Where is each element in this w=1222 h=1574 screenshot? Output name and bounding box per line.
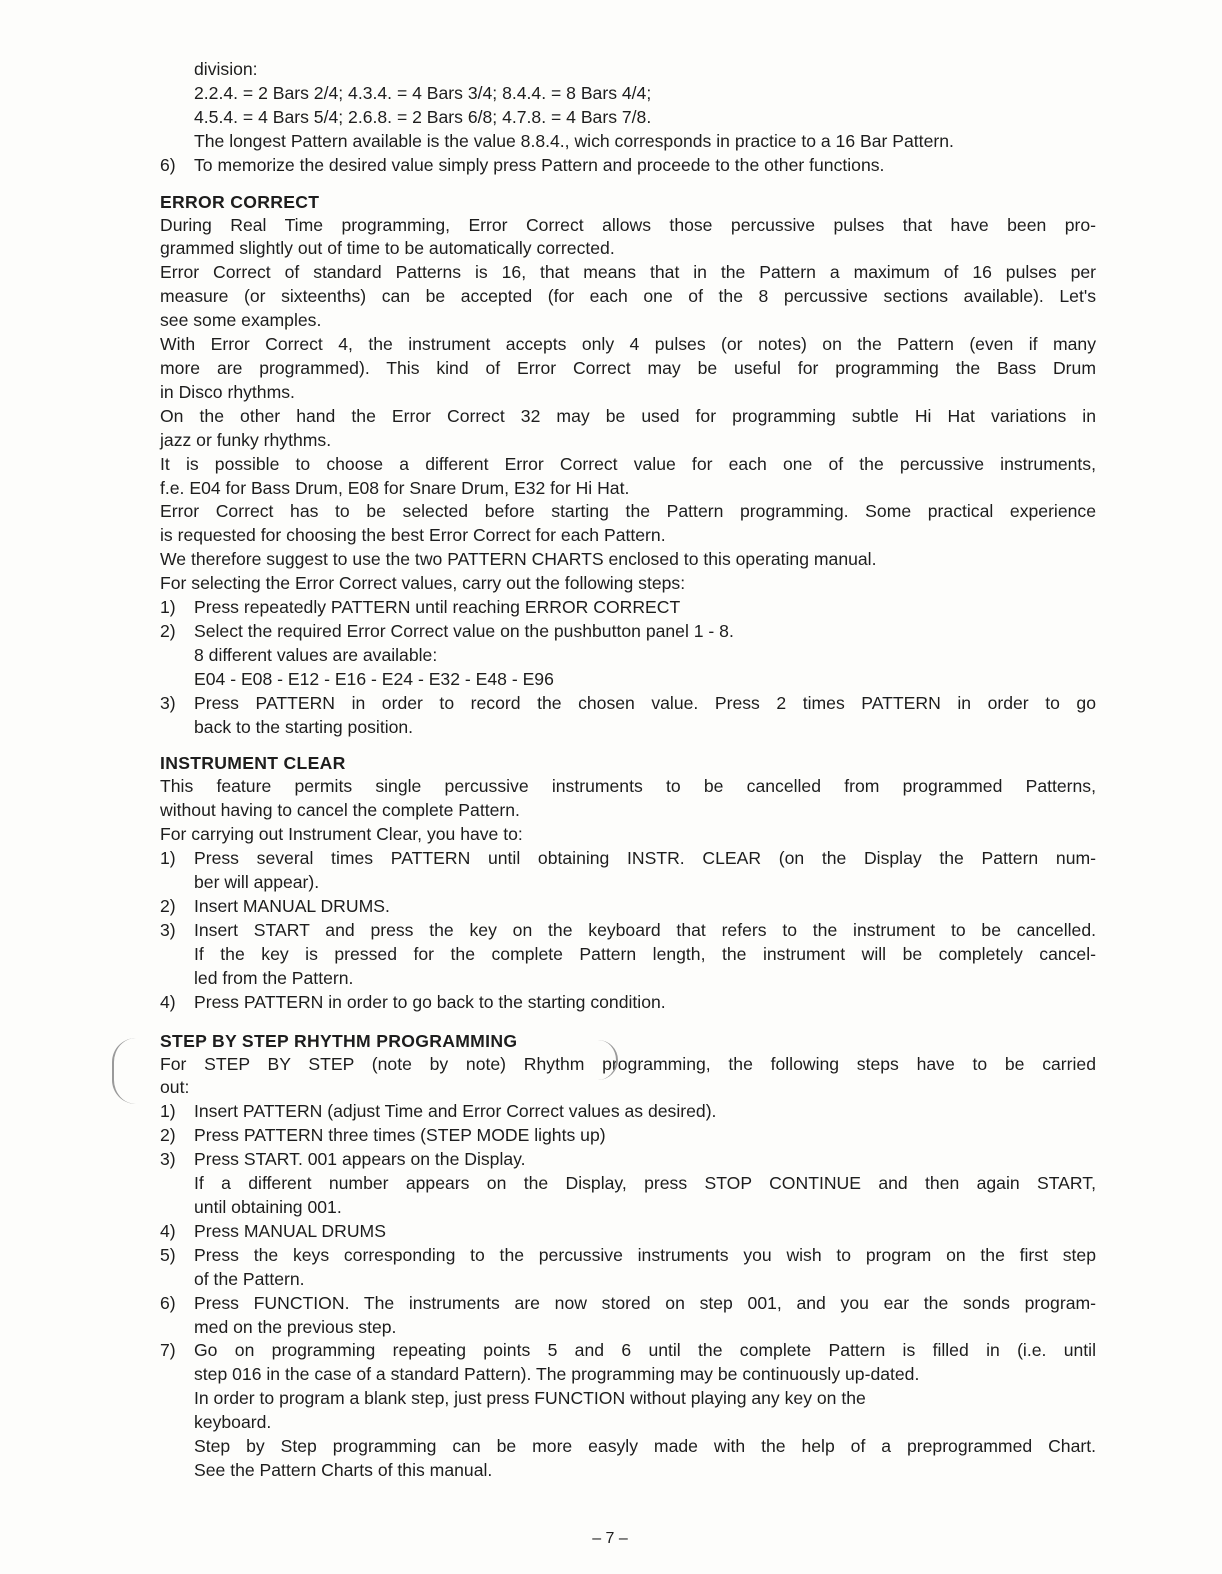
- text-line: led from the Pattern.: [194, 967, 354, 988]
- list-item: [160, 1220, 1096, 1244]
- list-number: 3): [160, 692, 176, 713]
- text-line: The longest Pattern available is the value 8.8.4., wich corresponds in practice to a 16 Bar Pattern.: [194, 130, 954, 151]
- text-line: It is possible to choose a different Error Correct value for each one of the percussive instruments,: [160, 453, 1096, 474]
- text-line: Error Correct has to be selected before starting the Pattern programming. Some practical experience: [160, 501, 1096, 522]
- pencil-bracket-left: [112, 1038, 136, 1104]
- list-text: Press repeatedly PATTERN until reaching ERROR CORRECT: [194, 597, 681, 618]
- list-item: [160, 620, 1096, 644]
- top-section: [160, 58, 1096, 178]
- list-number: 7): [160, 1340, 176, 1361]
- page-number: – 7 –: [592, 1530, 628, 1547]
- list-item: [160, 154, 1096, 178]
- list-text: Insert MANUAL DRUMS.: [194, 896, 390, 916]
- text-line: If the key is pressed for the complete Pattern length, the instrument will be completely cancel-: [194, 943, 1096, 964]
- text-line: step 016 in the case of a standard Pattern). The programming may be continuously up-dated.: [194, 1364, 920, 1385]
- list-number: 4): [160, 1220, 176, 1241]
- text-line: ber will appear).: [194, 872, 320, 893]
- list-item: [160, 1339, 1096, 1363]
- list-text: Press the keys corresponding to the percussive instruments you wish to program on the first step: [194, 1244, 1096, 1265]
- list-item: [160, 847, 1096, 871]
- list-number: 1): [160, 1101, 176, 1122]
- section-step-by-step: [160, 1029, 1096, 1483]
- list-number: 2): [160, 620, 176, 641]
- text-line: out:: [160, 1077, 190, 1098]
- list-text: Press FUNCTION. The instruments are now stored on step 001, and you ear the sonds program-: [194, 1292, 1096, 1313]
- text-line: see some examples.: [160, 310, 322, 331]
- list-item: [160, 1124, 1096, 1148]
- list-number: 6): [160, 1292, 176, 1313]
- text-line: For STEP BY STEP (note by note) Rhythm programming, the following steps have to be carried: [160, 1053, 1096, 1074]
- list-text: Press MANUAL DRUMS: [194, 1220, 386, 1241]
- text-line: keyboard.: [194, 1412, 272, 1433]
- text-line: If a different number appears on the Display, press STOP CONTINUE and then again START,: [194, 1173, 1096, 1194]
- list-text: Press PATTERN three times (STEP MODE lights up): [194, 1125, 606, 1146]
- list-item: [160, 1292, 1096, 1316]
- section-instrument-clear: [160, 751, 1096, 1014]
- text-line: without having to cancel the complete Pattern.: [160, 800, 520, 821]
- list-number: 1): [160, 848, 176, 869]
- text-line: jazz or funky rhythms.: [160, 429, 332, 450]
- text-line: until obtaining 001.: [194, 1196, 342, 1217]
- text-line: 8 different values are available:: [194, 644, 438, 665]
- list-item: [160, 596, 1096, 620]
- list-number: 2): [160, 896, 176, 916]
- section-heading: ERROR CORRECT: [160, 191, 320, 212]
- text-line: in Disco rhythms.: [160, 381, 295, 402]
- list-number: 4): [160, 991, 176, 1012]
- section-heading: STEP BY STEP RHYTHM PROGRAMMING: [160, 1030, 518, 1051]
- list-text: To memorize the desired value simply press Pattern and proceede to the other functions.: [194, 154, 885, 175]
- list-item: [160, 1100, 1096, 1124]
- list-text: Insert PATTERN (adjust Time and Error Correct values as desired).: [194, 1101, 717, 1122]
- list-item: [160, 1148, 1096, 1172]
- section-error-correct: [160, 190, 1096, 740]
- list-text: Press several times PATTERN until obtaining INSTR. CLEAR (on the Display the Pattern num-: [194, 848, 1096, 869]
- text-line: med on the previous step.: [194, 1316, 397, 1337]
- list-number: 3): [160, 919, 176, 940]
- list-number: 6): [160, 154, 176, 175]
- list-item: [160, 895, 1096, 919]
- text-line: 4.5.4. = 4 Bars 5/4; 2.6.8. = 2 Bars 6/8; 4.7.8. = 4 Bars 7/8.: [194, 106, 652, 127]
- text-line: For selecting the Error Correct values, carry out the following steps:: [160, 573, 686, 594]
- list-item: [160, 692, 1096, 716]
- text-line: We therefore suggest to use the two PATTERN CHARTS enclosed to this operating manual.: [160, 549, 877, 570]
- text-line: Error Correct of standard Patterns is 16, that means that in the Pattern a maximum of 16 pulses per: [160, 262, 1096, 283]
- text-line: back to the starting position.: [194, 716, 414, 737]
- text-line: more are programmed). This kind of Error Correct may be useful for programming the Bass Drum: [160, 357, 1096, 378]
- text-line: is requested for choosing the best Error Correct for each Pattern.: [160, 525, 666, 546]
- list-number: 2): [160, 1125, 176, 1146]
- text-line: During Real Time programming, Error Correct allows those percussive pulses that have been pro-: [160, 214, 1096, 235]
- text-line: E04 - E08 - E12 - E16 - E24 - E32 - E48 - E96: [194, 668, 554, 689]
- list-text: Press PATTERN in order to record the chosen value. Press 2 times PATTERN in order to go: [194, 692, 1096, 713]
- list-text: Insert START and press the key on the keyboard that refers to the instrument to be cancelled.: [194, 919, 1096, 940]
- list-number: 5): [160, 1244, 176, 1265]
- list-item: [160, 991, 1096, 1015]
- text-line: f.e. E04 for Bass Drum, E08 for Snare Drum, E32 for Hi Hat.: [160, 477, 630, 498]
- text-line: On the other hand the Error Correct 32 may be used for programming subtle Hi Hat variations in: [160, 405, 1096, 426]
- list-number: 1): [160, 597, 176, 618]
- text-line: For carrying out Instrument Clear, you have to:: [160, 824, 523, 845]
- text-line: See the Pattern Charts of this manual.: [194, 1459, 493, 1480]
- list-item: [160, 1244, 1096, 1268]
- list-text: Go on programming repeating points 5 and 6 until the complete Pattern is filled in (i.e. until: [194, 1340, 1096, 1361]
- text-line: Step by Step programming can be more easyly made with the help of a preprogrammed Chart.: [194, 1436, 1096, 1457]
- list-number: 3): [160, 1149, 176, 1170]
- text-line: 2.2.4. = 2 Bars 2/4; 4.3.4. = 4 Bars 3/4; 8.4.4. = 8 Bars 4/4;: [194, 82, 652, 103]
- list-text: Press PATTERN in order to go back to the starting condition.: [194, 991, 666, 1012]
- section-heading: INSTRUMENT CLEAR: [160, 753, 346, 774]
- list-text: Select the required Error Correct value on the pushbutton panel 1 - 8.: [194, 620, 734, 641]
- text-line: division:: [194, 59, 258, 79]
- list-text: Press START. 001 appears on the Display.: [194, 1149, 526, 1170]
- text-line: In order to program a blank step, just press FUNCTION without playing any key on the: [194, 1388, 866, 1409]
- manual-page: [160, 58, 1096, 1483]
- text-line: of the Pattern.: [194, 1268, 305, 1289]
- text-line: measure (or sixteenths) can be accepted (for each one of the 8 percussive sections available). Let's: [160, 286, 1096, 307]
- text-line: grammed slightly out of time to be automatically corrected.: [160, 238, 615, 259]
- list-item: [160, 919, 1096, 943]
- text-line: With Error Correct 4, the instrument accepts only 4 pulses (or notes) on the Pattern (even if many: [160, 334, 1096, 355]
- text-line: This feature permits single percussive instruments to be cancelled from programmed Patterns,: [160, 776, 1096, 797]
